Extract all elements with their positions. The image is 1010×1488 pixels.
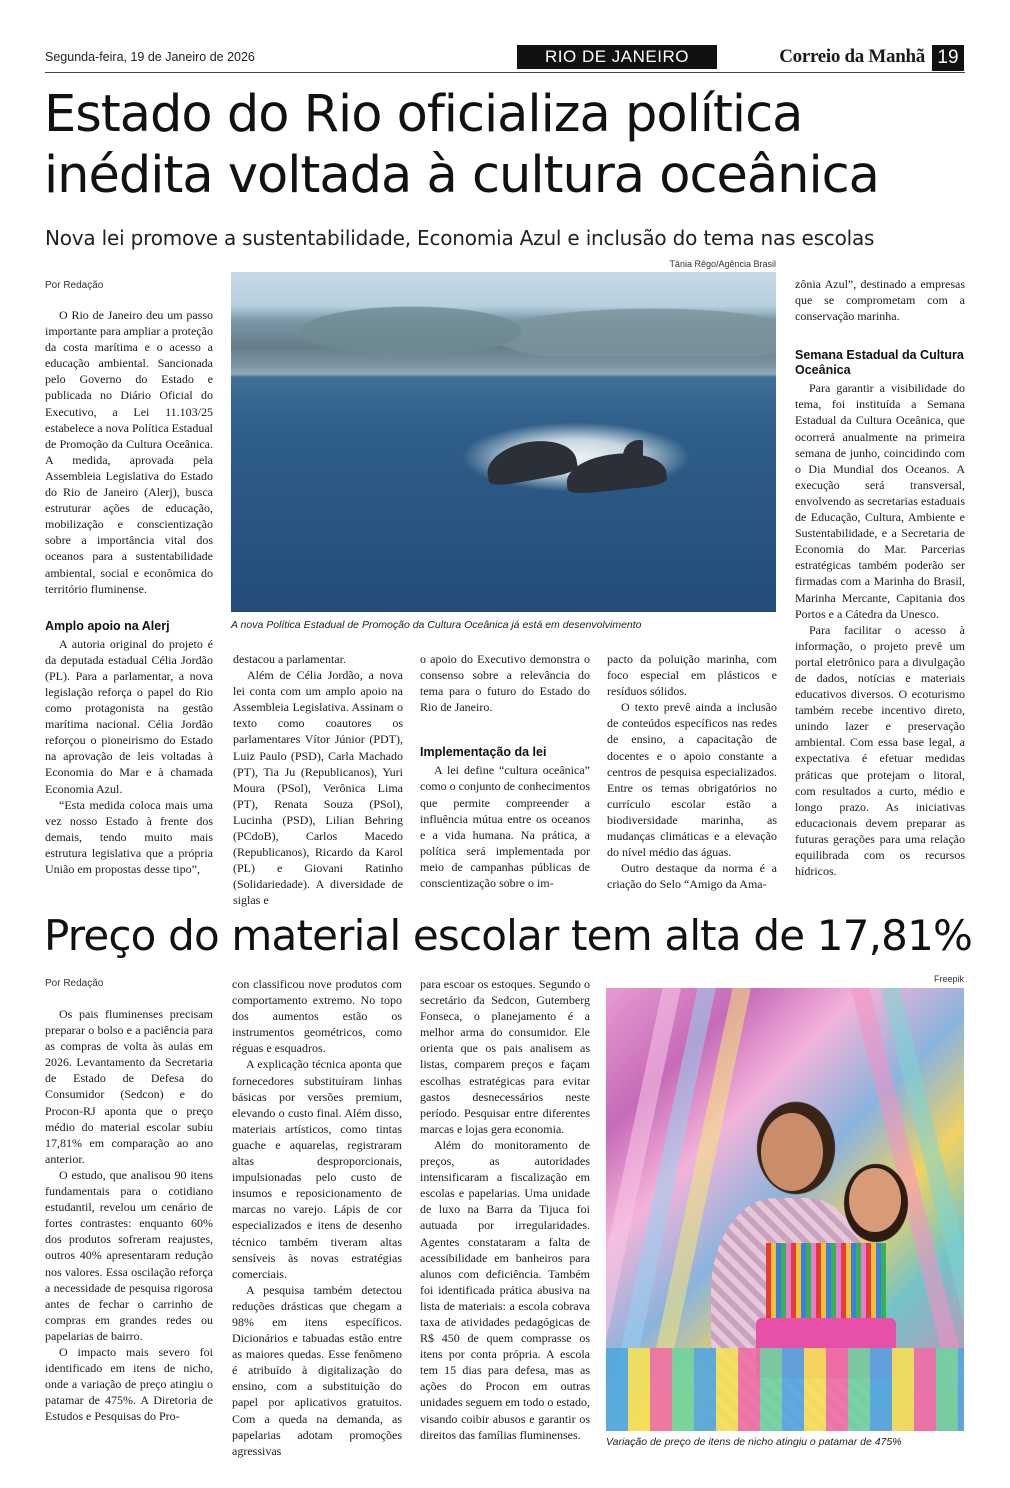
article1-column-2 <box>233 651 403 909</box>
subtitle-alerj: Amplo apoio na Alerj <box>45 618 170 633</box>
girl-face <box>849 1168 901 1232</box>
paragraph: Outro destaque da norma é a criação do Selo “Amigo da Ama- <box>607 861 777 892</box>
paragraph: O impacto mais severo foi identificado em itens de nicho, onde a variação de preço atingiu o patamar de 475%. A Diretoria de Estudos e Pesquisas do Pro- <box>45 1344 213 1424</box>
paragraph: pacto da poluição marinha, com foco especial em plásticos e resíduos sólidos. <box>607 652 777 699</box>
article2-photo-credit: Freepik <box>933 974 964 984</box>
article2-byline: Por Redação <box>45 978 104 989</box>
article2-column-3 <box>420 976 590 1443</box>
paragraph: Para facilitar o acesso à informação, o projeto prevê um portal eletrônico para a divulgação de dados, notícias e materiais educativos diversos. O ecoturismo também recebe incentivo direto, unindo lazer e preservação ambiental. Com essa base legal, a expectativa é efetuar medidas práticas que protejam o litoral, com resultados a curto, médio e longo prazo. As iniciativas educacionais devem preparar as futuras gerações para uma relação equilibrada com os recursos hídricos. <box>795 622 965 879</box>
paragraph: Além do monitoramento de preços, as autoridades intensificaram a fiscalização em escolas e papelarias. Uma unidade de luxo na Barra da Tijuca foi autuada por irregularidades. Agentes constataram a falta de acessibilidade em banheiros para alunos com deficiência. Também foi identificada prática abusiva na lista de materiais: a escola cobrava taxa de atividades pedagógicas de R$ 450 de quem comprasse os itens por conta própria. A escola tem 15 dias para defesa, mas as ações do Procon em outras unidades seguem em todo o estado, visando coibir abusos e garantir os direitos das famílias fluminenses. <box>420 1137 590 1442</box>
article1-column-3 <box>420 651 590 891</box>
paragraph: O estudo, que analisou 90 itens fundamentais para o cotidiano estudantil, revelou um cenário de fortes contrastes: enquanto 60% dos produtos sofreram reajustes, outros 40% apresentaram redução nos valores. Essa oscilação reforça a necessidade de pesquisa rigorosa antes de fechar o carrinho de compras em grandes redes ou papelarias de bairro. <box>45 1167 213 1343</box>
paragraph: o apoio do Executivo demonstra o consenso sobre a relevância do tema para o futuro do Estado do Rio de Janeiro. <box>420 652 590 715</box>
article2-column-1 <box>45 1006 213 1424</box>
paragraph: Além de Célia Jordão, a nova lei conta com um amplo apoio na Assembleia Legislativa. Assinam o texto como coautores os parlamentares Vítor Júnior (PDT), Luiz Paulo (PSD), Carla Machado (PT), Tia Ju (Republicanos), Yuri Moura (PSol), Verônica Lima (PT), Renata Souza (PSol), Lucinha (PSD), Lilian Behring (PCdoB), Carlos Macedo (Republicanos), Ricardo da Karol (PL) e Giovani Ratinho (Solidariedade). A diversidade de siglas e <box>233 668 403 908</box>
article2-photo-caption: Variação de preço de itens de nicho atingiu o patamar de 475% <box>606 1436 902 1448</box>
page-number: 19 <box>932 45 964 71</box>
paragraph: Para garantir a visibilidade do tema, foi instituída a Semana Estadual da Cultura Oceânica, que ocorrerá anualmente na primeira semana de junho, coincidindo com o Dia Mundial dos Oceanos. A execução será transversal, envolvendo as secretarias estaduais de Educação, Cultura, Ambiente e Sustentabilidade, e a Secretaria de Economia do Mar. Parcerias estratégicas também poderão ser firmadas com a Marinha do Brasil, Marinha Mercante, Capitania dos Portos e a Cátedra da Unesco. <box>795 381 965 621</box>
paragraph: con classificou nove produtos com comportamento extremo. No topo dos aumentos estão os instrumentos geométricos, como réguas e esquadros. <box>232 977 402 1056</box>
article1-headline <box>44 84 974 206</box>
colored-pencils <box>766 1243 886 1328</box>
subtitle-implementacao: Implementação da lei <box>420 745 547 760</box>
article1-byline: Por Redação <box>45 280 104 291</box>
article1-column-5 <box>795 276 965 879</box>
school-supplies-photo <box>606 988 964 1431</box>
paragraph: A autoria original do projeto é da deputada estadual Célia Jordão (PL). Para a parlamentar, a nova legislação reforça o papel do Rio como protagonista na gestão marítima nacional. Célia Jordão reforçou o pioneirismo do Estado na aprovação de leis voltadas à Economia do Mar e à chamada Economia Azul. <box>45 636 213 796</box>
subtitle-semana: Semana Estadual da Cultura Oceânica <box>795 348 964 378</box>
edition-date: Segunda-feira, 19 de Janeiro de 2026 <box>45 50 255 64</box>
paragraph: A lei define “cultura oceânica” como o conjunto de conhecimentos que permite compreender a influência mútua entre os oceanos e a vida humana. Na prática, a política será implementada por meio de campanhas públicas de conscientização sobre o im- <box>420 763 590 891</box>
section-label: RIO DE JANEIRO <box>517 45 717 69</box>
notebooks-row <box>606 1348 964 1431</box>
headline-line-2: inédita voltada à cultura oceânica <box>44 146 879 205</box>
paragraph: O Rio de Janeiro deu um passo importante para ampliar a proteção da costa marítima e o acesso a educação ambiental. Sancionada pelo Governo do Estado e publicada no Diário Oficial do Executivo, a Lei 11.103/25 estabelece a nova Política Estadual de Promoção da Cultura Oceânica. A medida, aprovada pela Assembleia Legislativa do Estado do Rio de Janeiro (Alerj), busca estruturar ações de educação, mobilização e conscientização sobre a importância vital dos oceanos para a sustentabilidade ambiental, social e econômica do território fluminense. <box>45 308 213 596</box>
article2-column-2 <box>232 976 402 1459</box>
paragraph: Os pais fluminenses precisam preparar o bolso e a paciência para as compras de volta às aulas em 2026. Levantamento da Secretaria de Estado de Defesa do Consumidor (Sedcon) e do Procon-RJ aponta que o preço médio do material escolar subiu 17,81% em comparação ao ano anterior. <box>45 1007 213 1166</box>
headline-line-1: Estado do Rio oficializa política <box>44 85 803 144</box>
paragraph: para escoar os estoques. Segundo o secretário da Sedcon, Gutemberg Fonseca, o planejamento é a melhor arma do consumidor. Ele orienta que os pais analisem as listas, comparem preços e façam escolhas estratégicas para evitar gastos desnecessários neste período. Pesquisar entre diferentes marcas e lojas gera economia. <box>420 977 590 1136</box>
article2-headline: Preço do material escolar tem alta de 17,81% <box>44 911 973 960</box>
paragraph: destacou a parlamentar. <box>233 652 346 666</box>
article1-photo-credit: Tânia Rêgo/Agência Brasil <box>669 259 776 269</box>
dolphin-photo <box>231 272 776 612</box>
paragraph: zônia Azul”, destinado a empresas que se comprometam com a conservação marinha. <box>795 277 965 324</box>
article1-column-4 <box>607 651 777 892</box>
paragraph: O texto prevê ainda a inclusão de conteúdos específicos nas redes de ensino, a capacitação de docentes e o apoio constante a centros de pesquisa especializados. Entre os temas obrigatórios no currículo escolar estão a biodiversidade marinha, as mudanças climáticas e a elevação do nível médio das águas. <box>607 700 777 860</box>
paragraph: A pesquisa também detectou reduções drásticas que chegam a 98% em itens específicos. Dicionários e tabuadas estão entre as maiores quedas. Esse fenômeno é atribuído à digitalização do ensino, com a substituição do papel por aplicativos gratuitos. Com a queda na demanda, as papelarias adotam promoções agressivas <box>232 1282 402 1458</box>
paragraph: A explicação técnica aponta que fornecedores substituíram linhas básicas por versões premium, elevando o custo final. Além disso, materiais artísticos, como tintas guache e aquarelas, registraram altas desproporcionais, impulsionadas pelo custo de insumos e reposicionamento de marcas no varejo. Lápis de cor especializados e itens de desenho técnico também tiveram altas sensíveis às novas estratégias comerciais. <box>232 1057 402 1281</box>
header-divider <box>45 72 965 73</box>
woman-face <box>761 1113 823 1191</box>
article1-photo-caption: A nova Política Estadual de Promoção da Cultura Oceânica já está em desenvolvimento <box>231 619 642 631</box>
hills-shape <box>231 286 776 356</box>
paragraph: “Esta medida coloca mais uma vez nosso Estado à frente dos demais, tendo muito mais estrutura legislativa que a própria União em propostas desse tipo”, <box>45 797 213 876</box>
article1-column-1 <box>45 307 213 877</box>
newspaper-logo: Correio da Manhã <box>779 46 925 67</box>
article1-subheadline: Nova lei promove a sustentabilidade, Economia Azul e inclusão do tema nas escolas <box>45 226 875 250</box>
